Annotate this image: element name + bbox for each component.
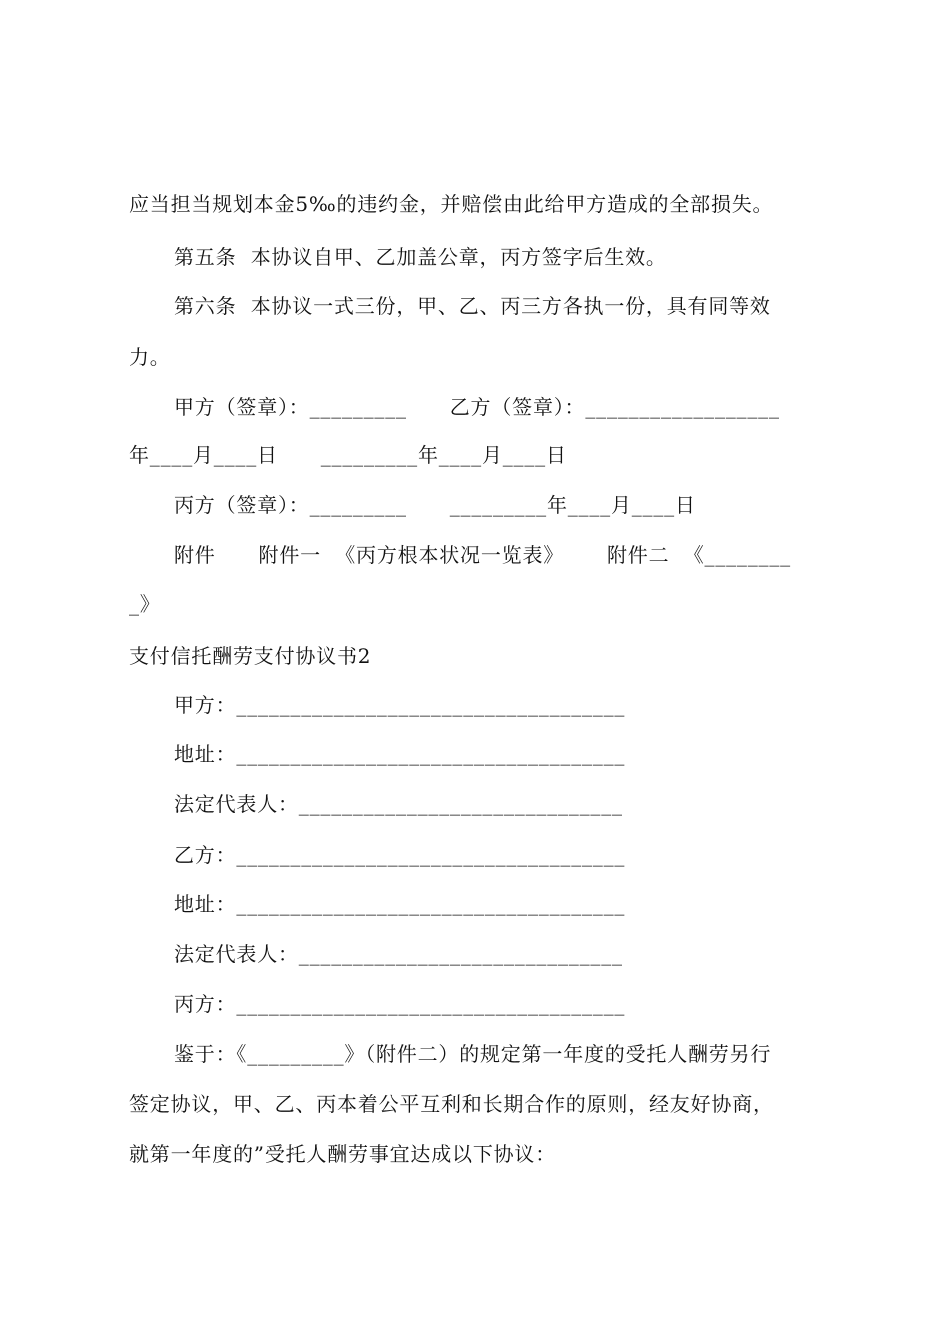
signature-party-a-b: 甲方（签章）：_________ 乙方（签章）：__________________: [174, 395, 780, 419]
attachments-line1: 附件 附件一 《丙方根本状况一览表》 附件二 《________: [174, 543, 791, 567]
party-c-field: 丙方：____________________________________: [174, 992, 626, 1016]
recital-line2: 签定协议，甲、乙、丙本着公平互利和长期合作的原则，经友好协商，: [129, 1092, 774, 1116]
section-title: 支付信托酬劳支付协议书2: [129, 644, 372, 668]
article-six-line2: 力。: [129, 345, 171, 369]
signature-dates: 年____月____日 _________年____月____日: [129, 443, 567, 467]
recital-line1: 鉴于：《_________》（附件二）的规定第一年度的受托人酬劳另行: [174, 1042, 772, 1066]
party-b-address-field: 地址：____________________________________: [174, 892, 626, 916]
recital-line3: 就第一年度的”受托人酬劳事宜达成以下协议：: [129, 1142, 557, 1166]
party-a-field: 甲方：____________________________________: [174, 693, 626, 717]
paragraph-penalty-clause: 应当担当规划本金5‰的违约金，并赔偿由此给甲方造成的全部损失。: [129, 192, 774, 216]
party-b-field: 乙方：____________________________________: [174, 843, 626, 867]
attachments-line2: _》: [129, 592, 161, 616]
party-a-representative-field: 法定代表人：______________________________: [174, 792, 623, 816]
article-six-line1: 第六条 本协议一式三份，甲、乙、丙三方各执一份，具有同等效: [174, 294, 771, 318]
party-b-representative-field: 法定代表人：______________________________: [174, 942, 623, 966]
signature-party-c: 丙方（签章）：_________ _________年____月____日: [174, 493, 696, 517]
party-a-address-field: 地址：____________________________________: [174, 742, 626, 766]
article-five: 第五条 本协议自甲、乙加盖公章，丙方签字后生效。: [174, 245, 667, 269]
